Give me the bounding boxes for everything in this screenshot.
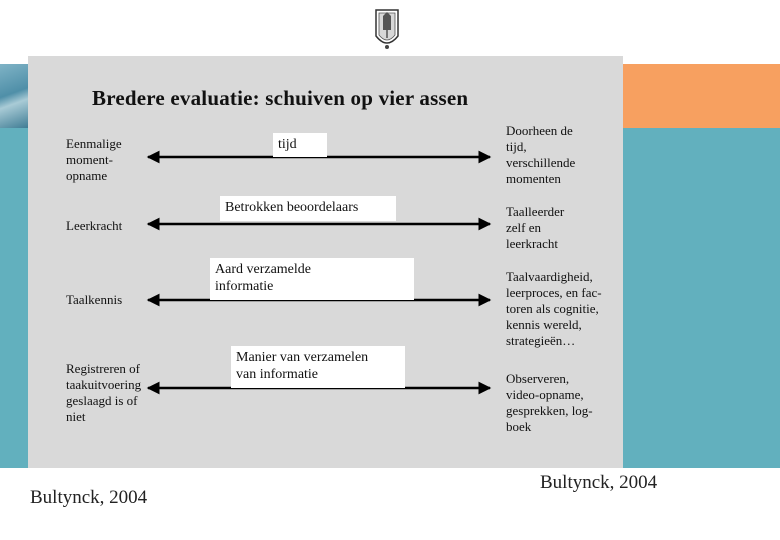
axis-4-box: Manier van verzamelen van informatie (231, 346, 405, 388)
axis-4-right-label: Observeren, video-opname, gesprekken, log- boek (506, 371, 593, 434)
university-crest-icon (372, 6, 402, 52)
credit-right: Bultynck, 2004 (540, 472, 658, 493)
credit-bottom-left: Bultynck, 2004 (30, 487, 148, 508)
axis-1-left-label: Eenmalige moment- opname (66, 136, 122, 183)
slide-title: Bredere evaluatie: schuiven op vier assen (92, 86, 469, 110)
axis-1-box: tijd (273, 133, 327, 157)
axis-3-box: Aard verzamelde informatie (210, 258, 414, 300)
axis-4-left-label: Registreren of taakuitvoering geslaagd is of niet (66, 361, 142, 424)
axis-2-left-label: Leerkracht (66, 218, 123, 233)
axis-2-box: Betrokken beoordelaars (220, 196, 396, 221)
header-photo-strip (0, 64, 30, 128)
axis-3-right-label: Taalvaardigheid, leerproces, en fac- toren als cognitie, kennis wereld, strategieën… (506, 269, 602, 348)
slide-panel (28, 56, 623, 468)
axis-3-left-label: Taalkennis (66, 292, 123, 307)
header-orange-band (622, 64, 780, 128)
axis-1-right-label: Doorheen de tijd, verschillende momenten (506, 123, 576, 186)
axis-2-right-label: Taalleerder zelf en leerkracht (506, 204, 565, 251)
